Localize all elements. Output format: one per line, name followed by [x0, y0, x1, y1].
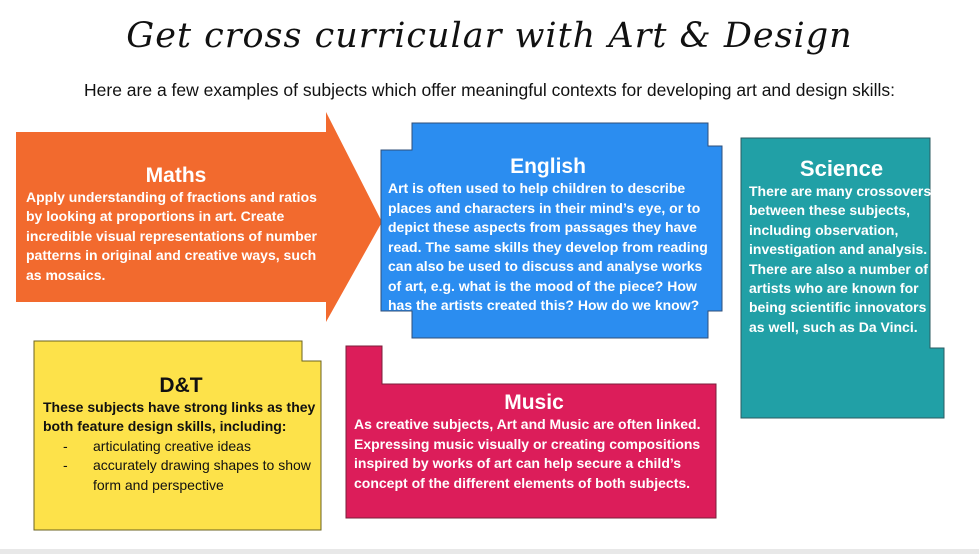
english-body: Art is often used to help children to describe places and characters in their mind’s eye, or to depict these aspects from passages they have read. The same skills they develop from reading can also be used to discuss and analyse works of art, e.g. what is the mood of the piece? How has the artists created this? How do we know? [388, 180, 708, 313]
science-body: There are many crossovers between these subjects, including observation, investigation and analysis. There are also a number of artists who are known for being scientific innovators as well, such as Da Vinci. [749, 183, 932, 335]
page-subtitle: Here are a few examples of subjects which offer meaningful contexts for developing art and design skills: [84, 80, 895, 100]
maths-heading: Maths [145, 164, 207, 187]
dt-heading: D&T [159, 374, 203, 397]
dt-bullet: - accurately drawing shapes to show form and perspective [43, 456, 319, 495]
english-heading: English [510, 155, 586, 178]
page-title: Get cross curricular with Art & Design [126, 16, 853, 56]
english-card [388, 155, 708, 316]
music-body: As creative subjects, Art and Music are often linked. Expressing music visually or creating compositions inspired by works of art can help secure a child’s concept of the different elements of both subjects. [354, 416, 701, 491]
dt-body: These subjects have strong links as they both feature design skills, including: [43, 399, 316, 435]
science-heading: Science [799, 156, 884, 181]
music-card [354, 391, 714, 493]
science-card [749, 156, 934, 337]
dt-card [43, 374, 319, 495]
bottom-divider [0, 549, 979, 554]
dt-bullet: - articulating creative ideas [43, 437, 319, 456]
dt-bullet-list [43, 437, 319, 495]
music-heading: Music [504, 391, 564, 414]
maths-body: Apply understanding of fractions and ratios by looking at proportions in art. Create incredible visual representations of number patterns in original and creative ways, such as mosaics. [26, 189, 317, 283]
maths-card [26, 164, 326, 285]
